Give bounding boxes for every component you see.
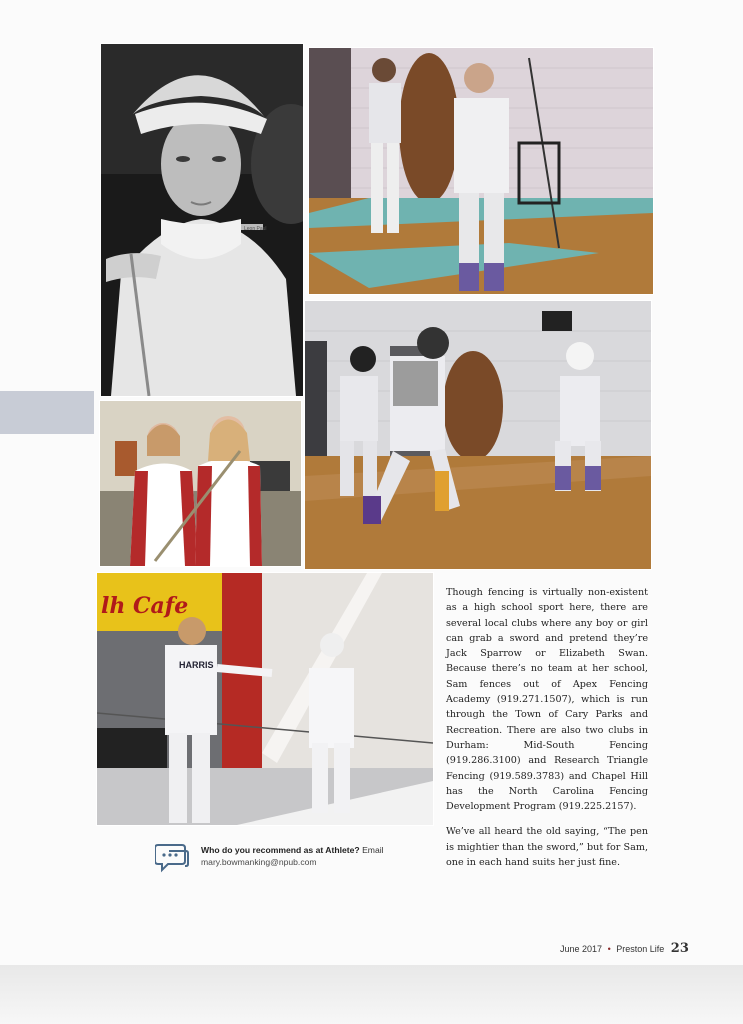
article-body <box>446 585 648 880</box>
photo-fencers-mat <box>308 47 654 295</box>
recommend-text <box>201 844 421 868</box>
footer-separator: • <box>607 944 611 954</box>
cafe-sign-text: lh Cafe <box>101 593 189 619</box>
article-paragraph: Though fencing is virtually non-existent as a high school sport here, there are several local clubs where any boy or girl can grab a sword and pretend they’re Jack Sparrow or Elizabeth Swan. Because there’s no team at her school, Sam fences out of Apex Fencing Academy (919.271.1507), which is run through the Town of Cary Parks and Recreation. There are also two clubs in Durham: Mid-South Fencing (919.286.3100) and Research Triangle Fencing (919.589.3783) and Chapel Hill has the North Carolina Fencing Development Program (919.225.2157). <box>446 587 648 813</box>
footer-page-number: 23 <box>670 941 689 956</box>
photo-portrait-bw <box>100 43 304 397</box>
photo-tournament-hall <box>96 572 434 826</box>
jacket-name-text: HARRIS <box>179 660 214 670</box>
photo-bout-gym <box>304 300 652 570</box>
article-paragraph: We’ve all heard the old saying, “The pen is mightier than the sword,” but for Sam, one in each hand suits her just fine. <box>446 826 648 869</box>
side-color-tab <box>0 391 94 434</box>
photo-two-women <box>99 400 302 567</box>
collar-brand-text: Leon Paul <box>244 226 267 232</box>
footer-date: June 2017 <box>560 944 603 954</box>
recommend-question: Who do you recommend as at Athlete? <box>201 845 360 855</box>
recommend-email-link[interactable]: mary.bowmanking@npub.com <box>201 857 317 867</box>
page-shadow <box>0 965 743 1024</box>
speech-bubble-icon <box>155 842 189 874</box>
page-footer <box>560 941 722 957</box>
footer-magazine: Preston Life <box>616 944 665 954</box>
recommend-email-prefix: Email <box>362 845 384 855</box>
